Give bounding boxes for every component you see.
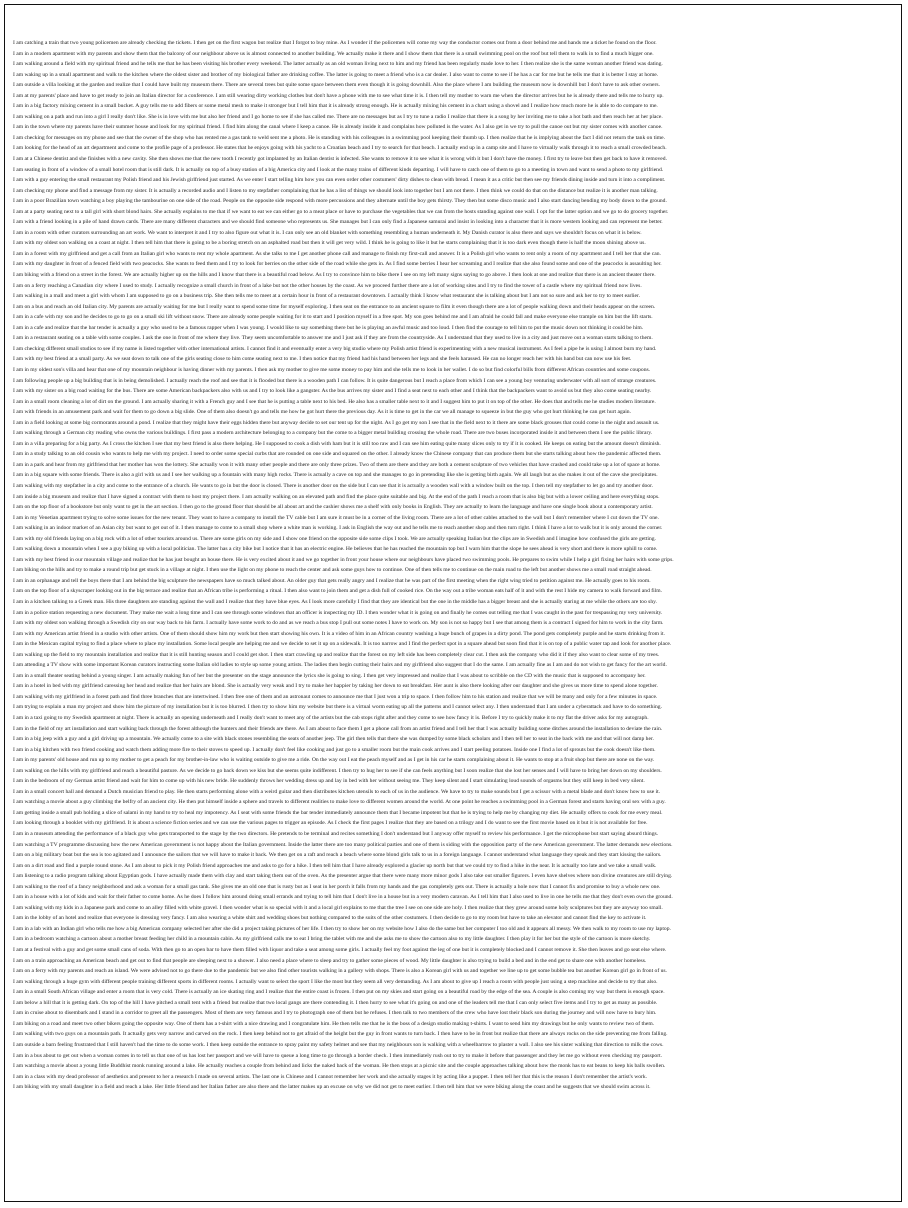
text-line: I am with my old friends laying on a big rock with a lot of other tourists around us. There are some girls on my side and I show one friend on the opposite side some clips I took. We are actually speaking Italian but the clips are in Swedish and I imagine how confused the girls are getting.	[13, 535, 656, 542]
text-line: I am on a ferry reaching a Canadian city where I used to study. I actually recognize a small church in front of a lake but not the other houses by the coast. As we proceed further there are a lot of working sites and I try to find the tower of a castle where my spiritual friend now lives.	[13, 282, 642, 289]
text-line: I am in a big jeep with a guy and a girl driving up a mountain. We actually come to a site with black stones resembling the seats of another jeep. The girl then tells that there she was dumped by some black scholars and I then tell her to seat in the back with me and that will not damp her.	[13, 736, 654, 743]
text-line: I am biking with a friend on a street in the forest. We are actually higher up on the hills and I know that there is a beautiful road below. As I try to convince him to bike there I see on my left many signs saying to go above. I then look at one and realize that there is an ancient theater there.	[13, 272, 656, 279]
text-line: I am with a guy entering the small restaurant my Polish friend and his Jewish girlfriend just started. As we enter I start telling him how you can even order other costumers' dirty dishes to clean with bread. I mean it as a critic but then see my friends dining inside and turn it into a compliment.	[13, 177, 666, 184]
text-line: I am in a room with other curators surrounding an art work. We want to interpret it and I try to also figure out what it is. I can only see an old blanket with something resembling a human underneath it. My Danish curator is also there and says we shouldn't focus on what it is below.	[13, 229, 642, 236]
text-line: I am in a small theater seating behind a young singer. I am actually making fun of her but the presenter on the stage announce the lyrics she is going to sing. I then get very impressed and realize that I was about to scribble on the CD with the music that is supposed to accompany her.	[13, 672, 646, 679]
text-line: I am on the top floor of a bookstore but only want to get in the art section. I then go to the ground floor that should be all about art and the cashier shows me a shelf with only books in English. They are actually to learn the language and have one single book about a contemporary artist.	[13, 504, 653, 511]
text-line: I am in a big kitchen with two friend cooking and watch them adding more fire to their stoves to speed up. I actually don't feel like cooking and just go to a smaller room but the main cook arrives and I start peeling potatoes. Inside one I find a lot of sprouts but the cook doesn't like them.	[13, 746, 656, 753]
text-line: I am checking for messages on my phone and see that the owner of the shop who has rented me a gas tank to weld sent me a photo. He is standing with his colleagues in a swimming pool keeping their thumb up. I then realize that he is implying about the fact I did not return the tank on time.	[13, 134, 665, 141]
text-line: I am in a field looking at some big cormorants around a pond. I realize that they might have their eggs hidden there but anyway decide to set our tent up for the night. As I go get my son I see that in the field next to it there are some black grouses that could come in the night and assault us.	[13, 419, 660, 426]
text-line: I am in a bus about to get out when a woman comes in to tell us that one of us has lost her passport and we will have to queue a long time to go through a border check. I then immediately rush out to try to make it before that passenger and they let me go without even checking my passport.	[13, 1052, 663, 1059]
text-line: I am trying to explain a man my project and show him the picture of my installation but it is too blurred. I then try to show him my website but there is a virtual worm eating up all the patterns and I cannot select any. I then understand that I am under a cyberattack and have to do something.	[13, 704, 662, 711]
text-line: I am seating in front of a window of a small hotel room that is still dark. It is actually on top of a busy station of a big America city and I look at the many trains of different kinds departing. I will have to catch one of them to go to a meeting in town and want to send a photo to my girlfriend.	[13, 166, 664, 173]
text-line: I am with my oldest son walking on a coast at night. I then tell him that there is going to be a boring stretch on an asphalted road but then it will get very wild. I think he is going to like it but he starts complaining that it is too dark even though there is half the moon shining above us.	[13, 240, 646, 247]
text-line: I am with my best friend at a small party. As we seat down to talk one of the girls seating close to him come seating next to me. I then notice that my friend had his hand between her legs and she feels harassed. He can no longer reach her with his hand but can now use his feet.	[13, 356, 632, 363]
text-line: I am in a big factory mixing cement in a small bucket. A guy tells me to add fibers or some metal mesh to make it stronger but I tell him that it is already strong enough. He is actually mixing his cement in a chart using a shovel and I realize how much more he is able to do compare to me.	[13, 103, 658, 110]
text-line: I am walking in an indoor market of an Asian city but want to get out of it. I then manage to come to a small shop where a white man is working. I ask in English the way out and he tells me to reach another shop and then turn right. I think I have a lot to walk but it is only around the corner.	[13, 525, 663, 532]
text-line: I am in a museum attending the performance of a black guy who gets transported to the stage by the two directors. He pretends to be terminal and recites something I don't understand but I anyway offer myself to review his performance. I get the microphone but start saying absurd things.	[13, 831, 659, 838]
text-line: I am in a police station requesting a new document. They make me wait a long time and I can see through some windows that an officer is inspecting my ID. I then wonder what it is going on and finally he comes out telling me that I was caught in the past for trespassing my very university.	[13, 609, 663, 616]
text-line: I am with friends in an amusement park and wait for them to go down a big slide. One of them also doesn't go and tells me how he got hurt there the previous day. As it is time to get in the car we all manage to squeeze in but the guy who got hurt thinking he can get hurt again.	[13, 409, 631, 416]
text-line: I am walking on a path and run into a girl I really don't like. She is in love with me but also her friend and I go home to see if she has called me. There are no messages but as I try to tune a radio I realize that there is a song by her inviting me to take a hot bath and then reach her at her place.	[13, 113, 663, 120]
text-line: I am in my parents' old house and run up to my mother to get a peach for my brother-in-law who is waiting outside to give me a ride. On the way out I eat the peach myself and as I get in his car he starts complaining about it. He wants to stop at a fruit shop but there are none on the way.	[13, 757, 655, 764]
text-line: I am in an orphanage and tell the boys there that I am behind the big sculpture the newspapers have so much talked about. An older guy that gets really angry and I realize that he was part of the first meeting when the right wing tried to petition against me. He actually goes to his room.	[13, 577, 651, 584]
text-line: I am in a taxi going to my Swedish apartment at night. There is actually an opening underneath and I really don't want to meet any of the artists but the cab stops right after and they come to see how fancy it is. Before I try to quickly make it to my flat the driver asks for my autograph.	[13, 715, 649, 721]
page-border	[4, 4, 902, 1202]
text-line: I am walking with my girlfriend in a forest path and find three branches that are intertwined. I then free one of them and an astronaut comes to announce me that I just won a trip to space. I then follow him to his station and realize that we will be many and only for a few minutes in space.	[13, 693, 658, 700]
text-line: I am at my parents' place and have to get ready to join an Italian director for a conference. I am still wearing dirty working clothes but don't have a phone with me to see what time it is. I then tell my mother to warn me when the director arrives but he is already there and tells me to hurry up.	[13, 92, 664, 99]
text-line: I am walking around a field with my spiritual friend and he tells me that he has been visiting his brother every weekend. The latter actually as an old woman living next to him and my friend has been regularly made love to her. I then realize she is the same woman another friend was dating.	[13, 61, 663, 68]
text-line: I am at a party seating next to a tall girl with short blond hairs. She actually explains to me that if we want to eat we can either go to a meat place or have to purchase the vegetables that we can from the hosts standing against one wall. I opt for the latter option and we go to do grocery together.	[13, 208, 669, 215]
text-line: I am walking with two guys on a mountain path. It actually gets very narrow and carved on the rock. I then keep behind not to get afraid of the height but the guy in front wants to turn back. I then have to be in front but realize that there are always rocks on the side preventing me from falling.	[13, 1031, 668, 1038]
text-line: I am looking for the head of an art department and come to the profile page of a professor. He states that he enjoys going with his yacht to a Croatian beach and I try to search for that beach. I actually end up in a camp site and I have to virtually walk through it to reach a small crowded beach.	[13, 145, 667, 152]
text-line: I am biking with my small daughter in a field and reach a lake. Her little friend and her Italian father are also there and the latter makes up an excuse on why we did not get to meet earlier. I then tell him that we were biking along the coast and he suggests that we should swim across it.	[13, 1084, 651, 1091]
text-line: I am walking with my kids in a Japanese park and come to an alley filled with white gravel. I then wonder what is so special with it and a local girl explains to me that the tree I see on one side are holy. I then realize that they grew around some holy sculptures but they are anyway too small.	[13, 904, 663, 911]
text-line: I am walking with my stepfather in a city and come to the entrance of a church. He wants to go in but the door is closed. There is another door on the side but I can see that it is actually a wooden wall with a window built on the top. I then tell my stepfather to let go and try another door.	[13, 482, 654, 489]
text-line: I am walking through a huge gym with different people training different sports in different rooms. I actually want to select the sport I like the most but they seem all very demanding. As I am about to give up I reach a room with people just using a step machine and decide to try that also.	[13, 978, 658, 985]
text-line: I am catching a train that two young policemen are already checking the tickets. I then get on the first wagon but realize that I forgot to buy mine. As I wonder if the policemen will come my way the conductor comes out from a door behind me and hands me a ticket he found on the floor.	[13, 40, 657, 46]
text-line: I am watching a movie about a guy climbing the belfry of an ancient city. He then put himself inside a sphere and travels to different realities to make love to different women around the world. At one point he reaches a swimming pool in a German forest and starts having oral sex with a guy.	[13, 799, 666, 806]
text-line: I am with my American artist friend in a studio with other artists. One of them should show him my work but then start showing his own. It is a video of him in an African country washing a huge bunch of grapes in a dirty pond. The pond gets completely purple and he starts drinking from it.	[13, 630, 665, 637]
text-line: I am in a modern apartment with my parents and show them that the balcony of our neighbour above us is almost connected to another building. We actually make it there and I show them that there is a small swimming pool on the roof but tell them to walk in to find a much bigger one.	[13, 50, 654, 57]
text-line: I am in the field of my art installation and start walking back through the forest although the hunters and their friends are there. As I am about to face them I get a phone call from an artist friend and I tell her that I was actually building some ditches around the installation to deviate the rain.	[13, 725, 663, 732]
text-line: I am following people up a big building that is in being demolished. I actually reach the roof and see that it is flooded but there is a wooden path I can follow. It is quite dangerous but I reach a place from which I can see a young boy venturing underwater with all sort of strange creatures.	[13, 377, 657, 384]
text-line: I am in my oldest son's villa and hear that one of my mountain neighbour is having dinner with my parents. I then ask my mother to give me some money to pay him and she tells me to look in her wallet. I do so but find colorful bills from different African countries and some coupons.	[13, 366, 651, 373]
text-line: I am on a ferry with my parents and reach an island. We were advised not to go there due to the pandemic but we also find other tourists walking in a gallery with shops. There is also a Korean girl with us and together we line up to get some bubble tea but another Korean girl go in front of us.	[13, 968, 667, 975]
text-line: I am in my Venetian apartment trying to solve some issues for the new tenant. They want to have a company to install the TV cable but I am sure it must be in a corner of the living room. There are a lot of other cables attached to the wall but I don't remember where I cut down the TV one.	[13, 514, 659, 521]
text-line: I am on a big military boat but the sea is too agitated and I announce the sailors that we will have to make it back. We then get on a raft and reach a beach where some blond girls talk to us in a foreign language. I cannot understand what language they speak and they start kissing the sailors.	[13, 852, 662, 859]
text-line: I am waking up in a small apartment and walk to the kitchen where the oldest sister and brother of my biological father are drinking coffee. The latter is going to meet a friend who is a car dealer. I also want to come to see if he has a car for me but he tells me that it is better I stay at home.	[13, 71, 659, 78]
text-line: I am on a bus and reach an old Italian city. My parents are actually waiting for me but I really want to spend some time for myself exploring. I then seat on the entrance to an ancient square to film it even though there are a lot of people walking down and their heads appear on the screen.	[13, 303, 656, 310]
text-line: I am at a Chinese dentist and she finishes with a new cavity. She then shows me that the new tooth I recently got implanted by an Italian dentist is infected. She wants to remove it to see what it is wrong with it but I don't have the money. I first try to leave but then get back to have it removed.	[13, 156, 667, 163]
text-line: I am checking different small studios to see if my name is listed together with other international artists. I cannot find it and eventually enter a very big studio where my Polish artist friend is experimenting with a new musical instrument. As I feel a pipe he is using I almost burn my hand.	[13, 345, 657, 352]
text-line: I am on the top floor of a skyscraper looking out in the big terrace and realize that an African tribe is performing a ritual. I then also want to join them and get a dish full of cooked rice. On the way out a tribe woman eats half of it and with the rest I hide my camera to walk forward and film.	[13, 588, 662, 595]
text-line: I am in a restaurant seating on a table with some couples. I ask the one in front of me where they live. They seem uncomfortable to answer me and I just ask if they are from the countryside. As I understand that they used to live in a city and just move out a woman starts talking to them.	[13, 335, 653, 342]
text-line: I am walking on the hills with my girlfriend and reach a beautiful pasture. As we decide to go back down we kiss but she seems quite indifferent. I then try to hug her to see if she can feels anything but I soon realize that she lost her senses and I will have to bring her down on my shoulders.	[13, 767, 662, 774]
text-line: I am watching a TV programme discussing how the new American government is not happy about the Italian government. Inside the latter there are too many political parties and one of them is siding with the opposition party of the new American government. The latter demands new elections.	[13, 841, 673, 848]
text-line: I am biking on a road and meet two other bikers going the opposite way. One of them has a t-shirt with a nice drawing and I congratulate him. He then tells me that he is the boss of a design studio making t-shirts. I want to send him my drawings but he only wants to review two of them.	[13, 1020, 655, 1027]
text-line: I am outside a villa looking at the garden and realize that I could have built my museum there. There are several trees but quite some space between them even though it is going downhill. Also the place where I am building the museum now is downhill but I don't have to ask other owners.	[13, 82, 660, 89]
text-line: I am with my best friend in our mountain village and realize that he has just bought an house there. He is very excited about it and we go together in front your house where our neighbours have placed two swimming pools. He prepares to swim while I help a girl fixing her hairs with some grips.	[13, 556, 674, 563]
text-line: I am on a dirt road and find a purple round stone. As I am about to pick it my Polish friend approaches me and asks to go for a hike. I then tell him that I have already explored a glacier up north but that we could try to find a hike in the near. It is actually too late and we take a small walk.	[13, 862, 657, 869]
text-line: I am with my oldest son walking through a Swedish city on our way back to his farm. I actually have some work to do and as we reach a bus stop I pull out some notes I have to work on. My son is not so happy but I see that among them is a contract I signed for him to work in the city farm.	[13, 620, 664, 627]
text-line: I am in a study talking to an old cousin who wants to help me with my project. I need to order some special curbs that are rounded on one side and squared on the other. I already know the Chinese company that can produce them but she starts talking about how the pandemic affected them.	[13, 451, 662, 458]
text-line: I am walking through a German city reading who owns the various buildings. I first pass a modern architecture belonging to a company but the come to a bigger metal building crossing the whole road. There are two buses incorporated inside it and between them I see the public library.	[13, 430, 653, 437]
text-line: I am in a villa preparing for a big party. As I cross the kitchen I see that my best friend is also there helping. He I supposed to cook a dish with ham but it is still too raw and I can see him eating quite many slices only to try if it is cooked. He keeps on eating but the amount doesn't diminish.	[13, 440, 661, 447]
text-line: I am getting inside a small pub holding a slice of salami in my hand to try to heal my impotency. As I seat with some friends the bar tender immediately announce them that I became impotent but that he is trying to help me by changing my diet. He actually offers to cook for me every meal.	[13, 809, 663, 816]
text-line: I am with my sister on a big road waiting for the bus. There are some American backpackers also with us and I try to look like a gangster. As the bus arrives my sister and I find a seat next to each other and I think that the backpackers want to avoid us but they also come seating nearby.	[13, 388, 652, 395]
text-line: I am in a house with a lot of kids and wait for their father to come home. As he does I follow him around doing small errands and trying to tell him that I don't live in a house but in a very modern caravan. As I tell him that I also used to live in one he tells me that they don't even own the ground.	[13, 894, 673, 901]
text-line: I am walking in a mall and meet a girl with whom I am supposed to go on a business trip. She then tells me to meet at a certain hour in front of a restaurant downtown. I actually think I know what restaurant she is talking about but I am not so sure and ask her to try to meet earlier.	[13, 293, 640, 300]
text-line: I am in a cafe with my son and he decides to go to go on a small ski lift without snow. There are already some people waiting for it to start and I position myself in a free spot. My son goes behind me and I am afraid he could fall and make everyone else trample on him but the lift starts.	[13, 314, 653, 321]
text-line: I am walking down a mountain when I see a guy biking up with a local politician. The latter has a city bike but I notice that it has an electric engine. He believes that he has reached the mountain top but I warn him that the slope he sees ahead is very short and there is more uphill to come.	[13, 546, 658, 553]
text-line: I am in a bedroom watching a cartoon about a mother breast feeding her child in a mountain cabin. As my girlfriend calls me to eat I bring the tablet with me and she asks me to show the cartoon also to my little daughter. I then play it for her but the style of the cartoon is more sketchy.	[13, 936, 651, 943]
text-line: I am looking through a booklet with my girlfriend. It is about a science fiction series and we can use the various pages to trigger an episode. As I check the first pages I realize that they are based on a trilogy and I do want to see the first movie based on it but it is not available for free.	[13, 820, 648, 827]
dream-journal-text	[13, 38, 893, 1093]
text-line: I am in the lobby of an hotel and realize that everyone is dressing very fancy. I am also wearing a white shirt and wedding shoes but nothing compared to the suits of the other costumers. I then decide to go to my room but have to take an elevator and cannot find the key to activate it.	[13, 915, 647, 922]
text-line: I am in a poor Brazilian town watching a boy playing the tambourine on one side of the road. People on the opposite side respond with more percussions and they alternate until the boy gets thirsty. They then but some disco music and I also start dancing bending my body down to the ground.	[13, 198, 667, 205]
text-line: I am in a hotel in bed with my girlfriend caressing her head and realize that her hairs are blond. She is actually very weak and I try to make her happier by taking her down to eat breakfast. Her aunt is also there looking after our daughter and she gives us more time to spend alone together.	[13, 683, 658, 690]
text-line: I am below a hill that it is getting dark. On top of the hill I have pitched a small tent with a friend but realize that two local gangs are there contending it. I then hurry to see what it's going on and one of the leaders tell me that I can only select five items and I try to get as many as possible.	[13, 999, 658, 1006]
text-line: I am walking to the roof of a fancy neighborhood and ask a woman for a small gas tank. She gives me an old one that is rusty but as I seat in her porch it falls from my hands and the gas completely gets out. There is actually a hole now that I cannot fix and promise to buy a whole new one.	[13, 883, 661, 890]
text-line: I am in the bedroom of my German artist friend and wait for him to come up with his new bride. He suddenly throws her wedding dress up and lay in bed with her without seeing me. They keep silent and I start simulating loud sounds of orgasms but they still keep in bed very silent.	[13, 778, 645, 785]
text-line: I am attending a TV show with some important Korean curators instructing some Italian old ladies to style up some young artists. The ladies then begin cutting their hairs and my girlfriend also suggest that I do the same. I am actually fine as I am and do not wish to get fancy for the art world.	[13, 662, 667, 669]
text-line: I am in a small concert hall and demand a Dutch musician friend to play. He then starts performing alone with a weird guitar and then distributes kitchen utensils to each of us in the audience. We have to try to make sounds but I get a scissor with a metal blade and don't know how to use it.	[13, 788, 661, 795]
text-line: I am checking my phone and find a message from my sister. It is actually a recorded audio and I listen to my stepfather complaining that he has a list of things we should look into together but I am not there. I then think we could do that on the distance but realize it is another man talking.	[13, 187, 658, 194]
text-line: I am listening to a radio program talking about Egyptian gods. I have actually made them with clay and start taking them out of the oven. As the presenter argue that there were many more minor gods I also take out smaller figurers. I even have shelves where non divine creatures are still drying.	[13, 873, 673, 880]
text-line: I am walking up the field to my mountain installation and realize that it is still hunting season and I could get shot. I then start crawling up and realize that the forest on my left side has been completely clear cut. I then ask the company who did it if they also want to clear some of my trees.	[13, 651, 660, 658]
text-line: I am with a friend looking in a pile of hand drawn cards. There are many different characters and we should find someone who represents us. She manages but I can only find a Japanese samurai and insist in looking into a character that it is more western looking and can represent me better.	[13, 219, 663, 226]
text-line: I am on a train approaching an American beach and get out to find that people are sleeping next to a shower. I also need a place where to sleep and try to gather some pieces of wood. My little daughter is also trying to build a bed and in the end get to share one with another homeless.	[13, 957, 647, 964]
text-line: I am in a lab with an Indian girl who tells me how a big American company selected her after she did a project taking pictures of her life. I then try to show her on my website how I also do the same but her computer I too old and it appears all messy. We then walk to my room to use my laptop.	[13, 925, 671, 932]
text-line: I am in the Mexican capital trying to find a place where to place my installation. Some local people are helping me and we decide to set it up on a sidewalk. It is too narrow and I find the perfect spot in a square ahead but soon find that it is on top of a public water tap and look for another place.	[13, 641, 672, 648]
text-line: I am inside a big museum and realize that I have signed a contract with them to host my project there. I am actually walking on an elevated path and find the place quite suitable and big. At the end of the path I reach a room that is also big but with a lower ceiling and here everything stops.	[13, 493, 660, 500]
text-line: I am in a kitchen talking to a Greek man. His three daughters are standing against the wall and I realize that they have blue eyes. As I look more carefully I find that they are identical but the one in the middle has a bigger breast and she is actually staring at me while the others are too shy.	[13, 598, 657, 605]
text-line: I am at a festival with a guy and get some small cans of soda. With then go to an open bar to have them filled with liquor and take a seat among some girls. I actually feel my foot against the leg of one but it is completely blocked and I cannot remove it. She then leaves and go seat else where.	[13, 947, 667, 954]
text-line: I am in a forest with my girlfriend and get a call from an Italian girl who wants to rent my whole apartment. As she talks to me I get another phone call and manage to finish my first-call and answer. It is a Polish girl who wants to rent only a room of my apartment and I tell her that she can.	[13, 250, 661, 257]
text-line: I am in the town where my parents have their summer house and look for my spiritual friend. I find him along the canal where I keep a canoe. He is already inside it and complains how polluted is the water. As I also get in we try to pull the canoe out but my sister comes with another canoe.	[13, 124, 663, 131]
text-line: I am in a class with my dead professor of aesthetics and present to her a research I made on several artists. The last one is Chinese and I cannot remember her work and she actually stages it by acting like a puppet. I then tell her that this is the reason I don't remember the artist's work.	[13, 1073, 648, 1080]
text-line: I am in a small South African village and enter a room that is very cold. There is actually an ice skating ring and I realize that the entire coast is frozen. I then put on my skies and start going on a beautiful road by the edge of the sea. A couple is also coming my way but them is enough space.	[13, 989, 665, 996]
text-line: I am outside a barn feeling frustrated that I still haven't had the time to do some work. I then keep outside the entrance to spray paint my safety helmet and see that my neighbours son is walking with a wheelbarrow to plaster a wall. I also see his sister walking that direction to milk the cows.	[13, 1041, 664, 1048]
text-line: I am with my daughter in front of a fenced field with two peacocks. She wants to feed them and I try to look for berries on the other side of the road while she gets in. As I find some berries I hear her screaming and I realize that she also found some and one of the peacocks is assaulting her.	[13, 261, 662, 268]
text-line: I am in cruise about to disembark and I stand in a corridor to greet all the passengers. Most of them are very famous and I try to photograph one of them but he refuses. I then talk to two members of the crew who have lost their black son during the journey and will now have to bury him.	[13, 1010, 657, 1017]
text-line: I am in a big square with some friends. There is also a girl with us and I see her walking up a fountain with many high rocks. There is actually a cave on top and she manages to go in pretending like she is getting birth again. We all laugh but as she makes it out of the cave she precipitates.	[13, 472, 658, 479]
text-line: I am biking on the hills and try to make a round trip but get stuck in a village at night. I then use the light on my phone to reach the center and ask some guys how to continue. One of then tells me to continue on the main road to the left but another shows me a small road straight ahead.	[13, 567, 652, 574]
text-line: I am in a small room cleaning a lot of dirt on the ground. I am actually sharing it with a French guy and I see that he is putting a table next to his bed. He also has a smaller table next to it and I suggest him to put it on top of the other. He does that and tells me he studies modern literature.	[13, 398, 656, 405]
text-line: I am in a park and hear from my girlfriend that her mother has won the lottery. She actually won it with many other people and there are only three prizes. Two of them are there and they are both a cement sculpture of two vehicles that have crashed and could take up a lot of space at home.	[13, 461, 661, 468]
text-line: I am in a cafe and realize that the bar tender is actually a guy who used to be a famous rapper when I was young. I would like to say something there but he is playing an awful music and too loud. I then find the courage to tell him to put the music down not thinking it could be him.	[13, 324, 644, 331]
text-line: I am watching a movie about a young little Buddhist monk running around a lake. He actually reaches a couple from behind and licks the naked back of the woman. He then stops at a picnic site and the couple approaches talking about how the monk has to eat beans to keep his balls swollen.	[13, 1063, 666, 1070]
